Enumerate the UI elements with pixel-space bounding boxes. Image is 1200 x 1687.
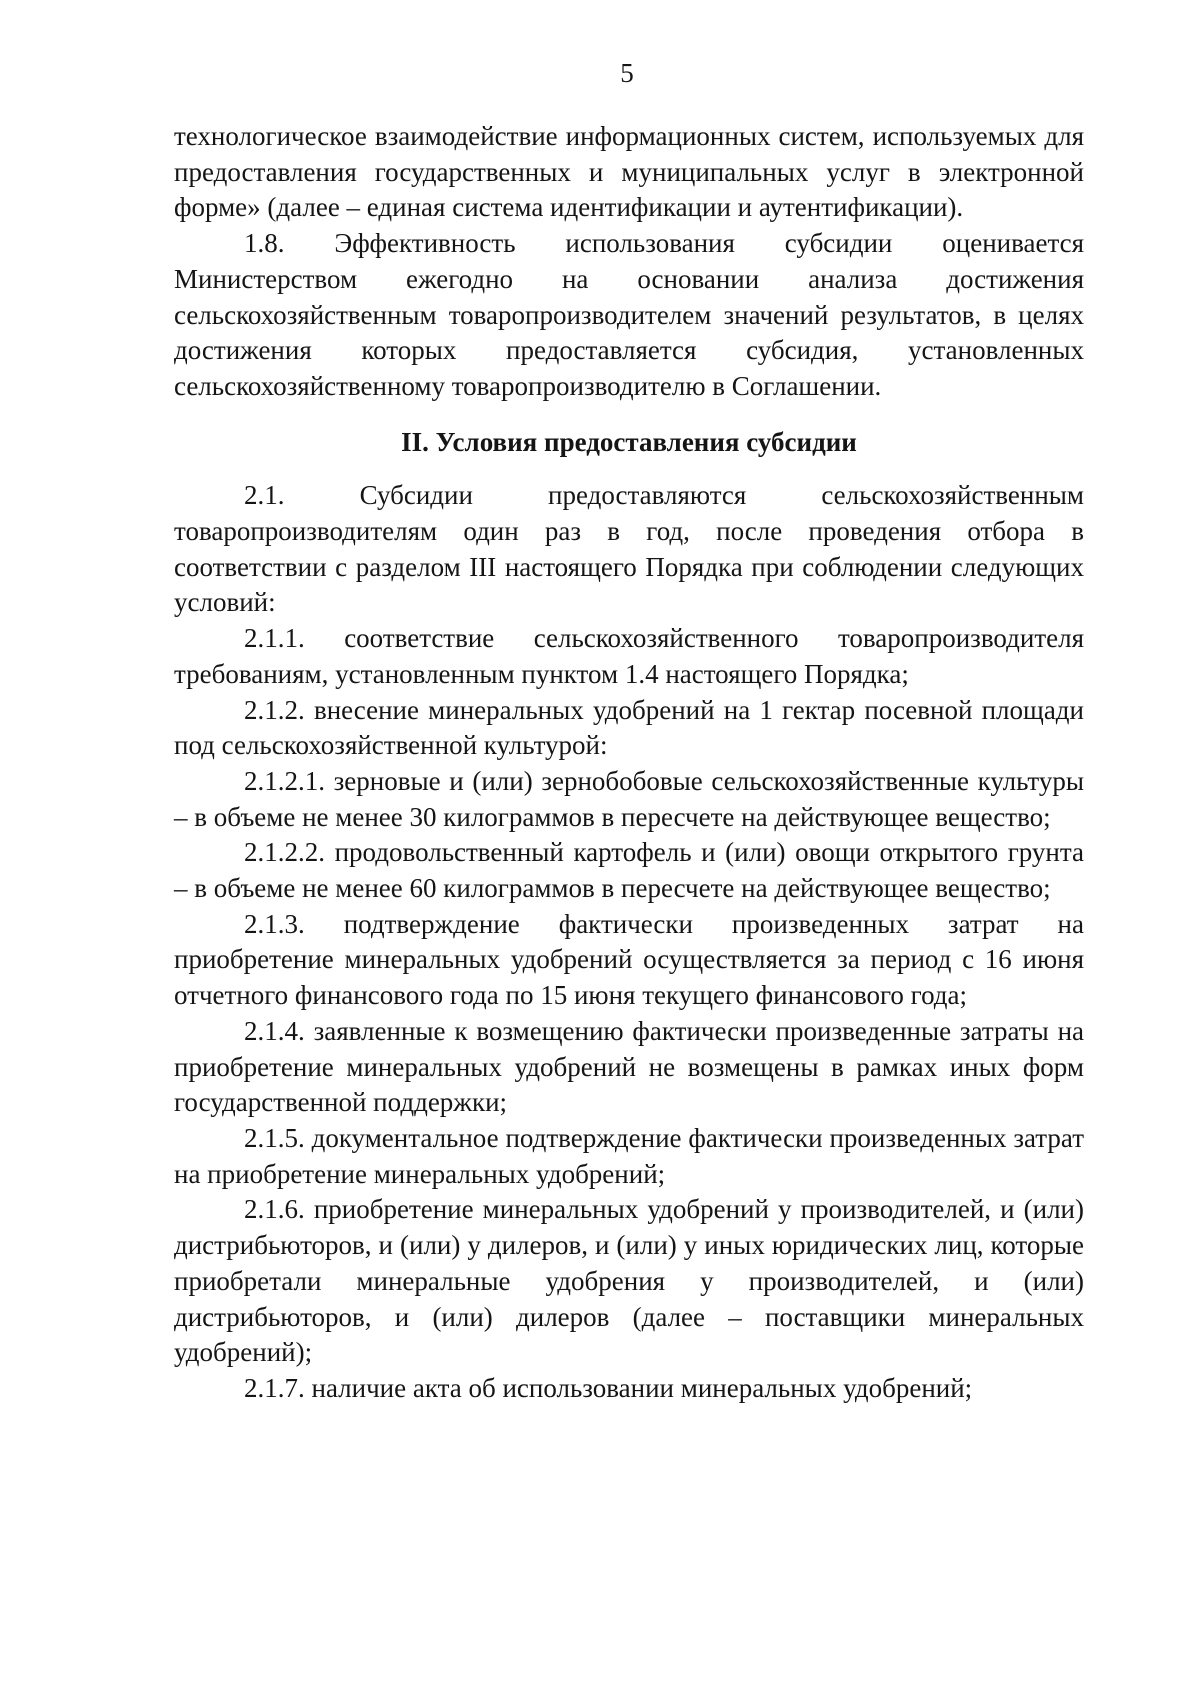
paragraph-2-1-4: 2.1.4. заявленные к возмещению фактически произведенные затраты на приобретение минеральных удобрений не возмещены в рамках иных форм государственной поддержки; xyxy=(174,1015,1084,1118)
paragraph-2-1-7: 2.1.7. наличие акта об использовании минеральных удобрений; xyxy=(244,1372,973,1403)
paragraph-2-1-2: 2.1.2. внесение минеральных удобрений на 1 гектар посевной площади под сельскохозяйственной культурой: xyxy=(174,694,1084,761)
paragraph-2-1-2-1: 2.1.2.1. зерновые и (или) зернобобовые сельскохозяйственные культуры – в объеме не менее 30 килограммов в пересчете на действующее вещество; xyxy=(174,765,1084,832)
paragraph-2-1-2-2: 2.1.2.2. продовольственный картофель и (или) овощи открытого грунта – в объеме не менее 60 килограммов в пересчете на действующее вещество; xyxy=(174,837,1084,904)
section-heading: II. Условия предоставления субсидии xyxy=(401,426,857,457)
document-body xyxy=(174,119,1084,1407)
paragraph-1-8: 1.8. Эффективность использования субсидии оценивается Министерством ежегодно на основании анализа достижения сельскохозяйственным товаропроизводителем значений результатов, в целях достижения которых предоставляется субсидия, установленных сельскохозяйственному товаропроизводителю в Соглашении. xyxy=(174,228,1084,401)
paragraph-2-1-6: 2.1.6. приобретение минеральных удобрений у производителей, и (или) дистрибьюторов, и (или) у дилеров, и (или) у иных юридических лиц, которые приобретали минеральные удобрения у производителей, и (или) дистрибьюторов, и (или) дилеров (далее – поставщики минеральных удобрений); xyxy=(174,1194,1084,1368)
paragraph-continuation: технологическое взаимодействие информационных систем, используемых для предоставления государственных и муниципальных услуг в электронной форме» (далее – единая система идентификации и аутентификации). xyxy=(174,121,1084,223)
paragraph-2-1-3: 2.1.3. подтверждение фактически произведенных затрат на приобретение минеральных удобрений осуществляется за период с 16 июня отчетного финансового года по 15 июня текущего финансового года; xyxy=(174,908,1084,1011)
page-number: 5 xyxy=(620,58,634,88)
paragraph-2-1: 2.1. Субсидии предоставляются сельскохозяйственным товаропроизводителям один раз в год, после проведения отбора в соответствии с разделом III настоящего Порядка при соблюдении следующих условий: xyxy=(174,480,1084,618)
paragraph-2-1-5: 2.1.5. документальное подтверждение фактически произведенных затрат на приобретение минеральных удобрений; xyxy=(174,1122,1084,1189)
paragraph-2-1-1: 2.1.1. соответствие сельскохозяйственного товаропроизводителя требованиям, установленным пунктом 1.4 настоящего Порядка; xyxy=(174,623,1084,689)
